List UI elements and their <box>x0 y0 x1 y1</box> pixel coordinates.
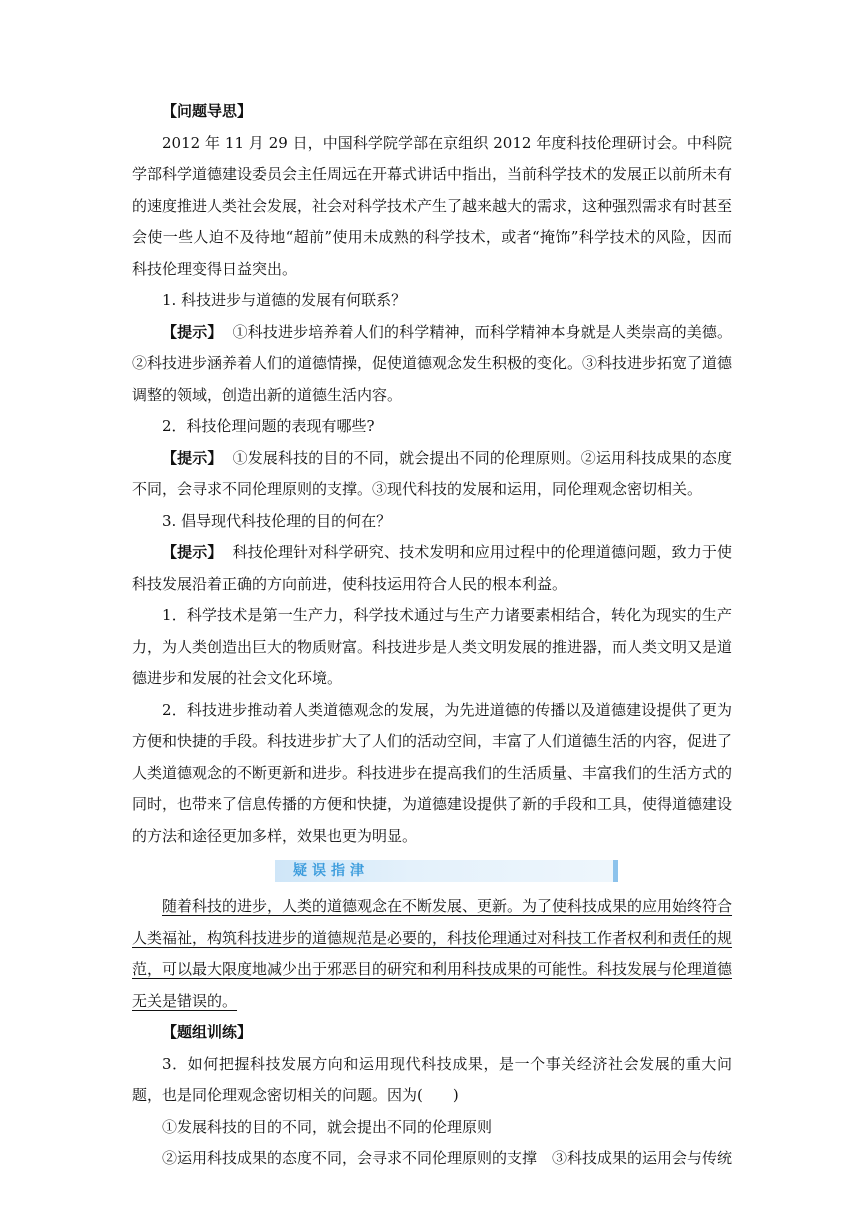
hint-label: 【提示】 <box>162 322 223 341</box>
hint-text: 科技伦理针对科学研究、技术发明和应用过程中的伦理道德问题，致力于使科技发展沿着正确的方向前进，使科技运用符合人民的根本利益。 <box>132 543 732 593</box>
misconception-banner <box>275 860 618 882</box>
hint-text: ①发展科技的目的不同，就会提出不同的伦理原则。②运用科技成果的态度不同，会寻求不同伦理原则的支撑。③现代科技的发展和运用，同伦理观念密切相关。 <box>132 448 732 498</box>
banner-title: 疑误指津 <box>293 863 369 879</box>
question-3: 3. 倡导现代科技伦理的目的何在？ <box>162 511 392 530</box>
hint-3 <box>132 537 732 600</box>
hint-label: 【提示】 <box>162 448 223 467</box>
exercise-option-2: ②运用科技成果的态度不同，会寻求不同伦理原则的支撑 ③科技成果的运用会与传统 <box>162 1149 733 1167</box>
point-1: 1．科学技术是第一生产力，科学技术通过与生产力诸要素相结合，转化为现实的生产力，为人类创造出巨大的物质财富。科技进步是人类文明发展的推进器，而人类文明又是道德进步和发展的社会文化环境。 <box>132 606 733 687</box>
hint-text: ①科技进步培养着人们的科学精神，而科学精神本身就是人类崇高的美德。②科技进步涵养着人们的道德情操，促使道德观念发生积极的变化。③科技进步拓宽了道德调整的领域，创造出新的道德生活内容。 <box>132 322 733 404</box>
question-1: 1. 科技进步与道德的发展有何联系？ <box>162 291 407 309</box>
document-page <box>132 96 732 1175</box>
point-2: 2．科技进步推动着人类道德观念的发展，为先进道德的传播以及道德建设提供了更为方便和快捷的手段。科技进步扩大了人们的活动空间，丰富了人们道德生活的内容，促进了人类道德观念的不断更新和进步。科技进步在提高我们的生活质量、丰富我们的生活方式的同时，也带来了信息传播的方便和快捷，为道德建设提供了新的手段和工具，使得道德建设的方法和途径更加多样，效果也更为明显。 <box>132 700 733 845</box>
section-title-question-guide: 【问题导思】 <box>162 102 253 120</box>
hint-2 <box>132 443 732 506</box>
hint-1 <box>132 317 732 412</box>
section-title-exercise: 【题组训练】 <box>162 1023 253 1041</box>
question-2: 2．科技伦理问题的表现有哪些? <box>162 417 375 435</box>
clarification-paragraph: 随着科技的进步，人类的道德观念在不断发展、更新。为了使科技成果的应用始终符合人类福祉，构筑科技进步的道德规范是必要的，科技伦理通过对科技工作者权利和责任的规范，可以最大限度地减少出于邪恶目的研究和利用科技成果的可能性。科技发展与伦理道德无关是错误的。 <box>132 897 733 1010</box>
misconception-banner-row <box>132 856 732 889</box>
hint-label: 【提示】 <box>162 543 223 561</box>
exercise-option-1: ①发展科技的目的不同，就会提出不同的伦理原则 <box>162 1117 493 1136</box>
intro-paragraph: 2012 年 11 月 29 日，中国科学院学部在京组织 2012 年度科技伦理研讨会。中科院学部科学道德建设委员会主任周远在开幕式讲话中指出，当前科学技术的发展正以前所未有的速度推进人类社会发展，社会对科学技术产生了越来越大的需求，这种强烈需求有时甚至会使一些人迫不及待地“超前”使用未成熟的科学技术，或者“掩饰”科学技术的风险，因而科技伦理变得日益突出。 <box>132 133 733 278</box>
exercise-stem: 3．如何把握科技发展方向和运用现代科技成果，是一个事关经济社会发展的重大问题，也是同伦理观念密切相关的问题。因为( ) <box>132 1054 732 1104</box>
